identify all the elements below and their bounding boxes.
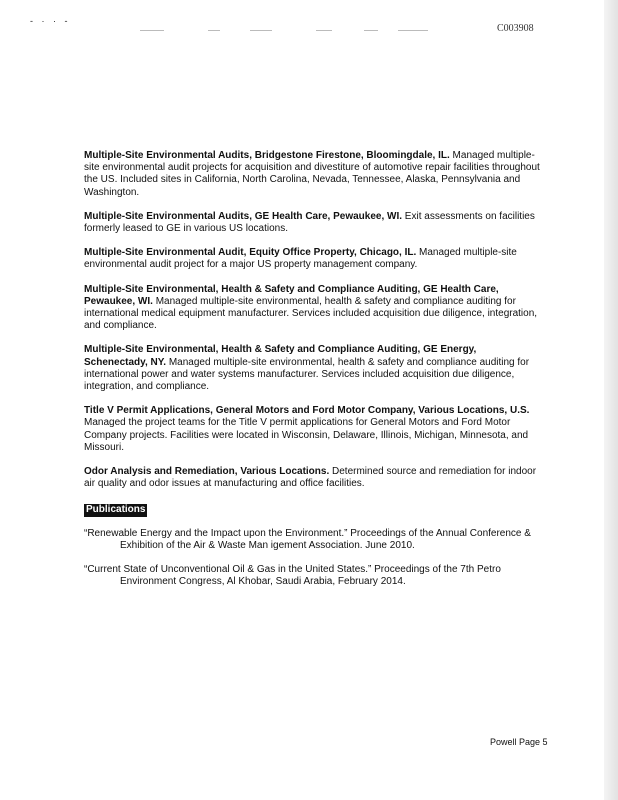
project-description: Managed multiple-site environmental, health & safety and compliance auditing for international power and water systems manufacturer. Services included acquisition due diligence, integration, and compliance.	[84, 356, 530, 393]
page-footer: Powell Page 5	[490, 737, 548, 747]
publication-entry: “Current State of Unconventional Oil & Gas in the United States.” Proceedings of the 7th Petro Environment Congress, Al Khobar, Saudi Arabia, February 2014.	[84, 564, 501, 588]
project-entry	[84, 211, 542, 235]
project-entry	[84, 150, 542, 199]
faded-header-marks	[140, 30, 440, 34]
publication-entry: “Renewable Energy and the Impact upon the Environment.” Proceedings of the Annual Conference & Exhibition of the Air & Waste Man igement Association. June 2010.	[84, 527, 531, 551]
project-title: Multiple-Site Environmental, Health & Safety and Compliance Auditing, GE Energy, Schenectady, NY.	[84, 344, 477, 368]
project-description: Exit assessments on facilities formerly leased to GE in various US locations.	[84, 210, 535, 235]
project-title: Multiple-Site Environmental Audits, GE Health Care, Pewaukee, WI.	[84, 210, 403, 222]
project-title: Odor Analysis and Remediation, Various Locations.	[84, 466, 330, 478]
publications-heading: Publications	[86, 504, 146, 516]
project-title: Multiple-Site Environmental Audits, Bridgestone Firestone, Bloomingdale, IL.	[84, 150, 450, 161]
resume-content	[84, 150, 542, 600]
project-description: Managed the project teams for the Title V permit applications for General Motors and Ford Motor Company projects. Facilities were located in Wisconsin, Delaware, Illinois, Michigan, Minnesota, and Missouri.	[84, 417, 529, 453]
project-entry	[84, 247, 542, 271]
project-description: Determined source and remediation for indoor air quality and odor issues at manufacturing and office facilities.	[84, 466, 537, 490]
project-entry	[84, 284, 542, 333]
project-description: Managed multiple-site environmental audit project for a major US property management company.	[84, 247, 517, 271]
scan-corner-marks: - · · -	[30, 16, 71, 26]
project-title: Multiple-Site Environmental, Health & Safety and Compliance Auditing, GE Health Care, Pewaukee, WI.	[84, 283, 499, 307]
project-entry	[84, 344, 542, 393]
project-title: Multiple-Site Environmental Audit, Equity Office Property, Chicago, IL.	[84, 247, 417, 259]
project-entry	[84, 405, 542, 454]
scan-edge	[604, 0, 618, 800]
project-entry	[84, 466, 542, 490]
project-description: Managed multiple-site environmental, health & safety and compliance auditing for international medical equipment manufacturer. Services included acquisition due diligence, integration, and compliance.	[84, 295, 538, 332]
project-title: Title V Permit Applications, General Motors and Ford Motor Company, Various Locations, U.S.	[84, 405, 530, 417]
bates-number: C003908	[497, 23, 534, 34]
project-description: Managed multiple-site environmental audit projects for acquisition and divestiture of automotive repair facilities throughout the US. Included sites in California, North Carolina, Nevada, Tennessee, Alaska, Pennsylvania and Washington.	[84, 150, 540, 198]
